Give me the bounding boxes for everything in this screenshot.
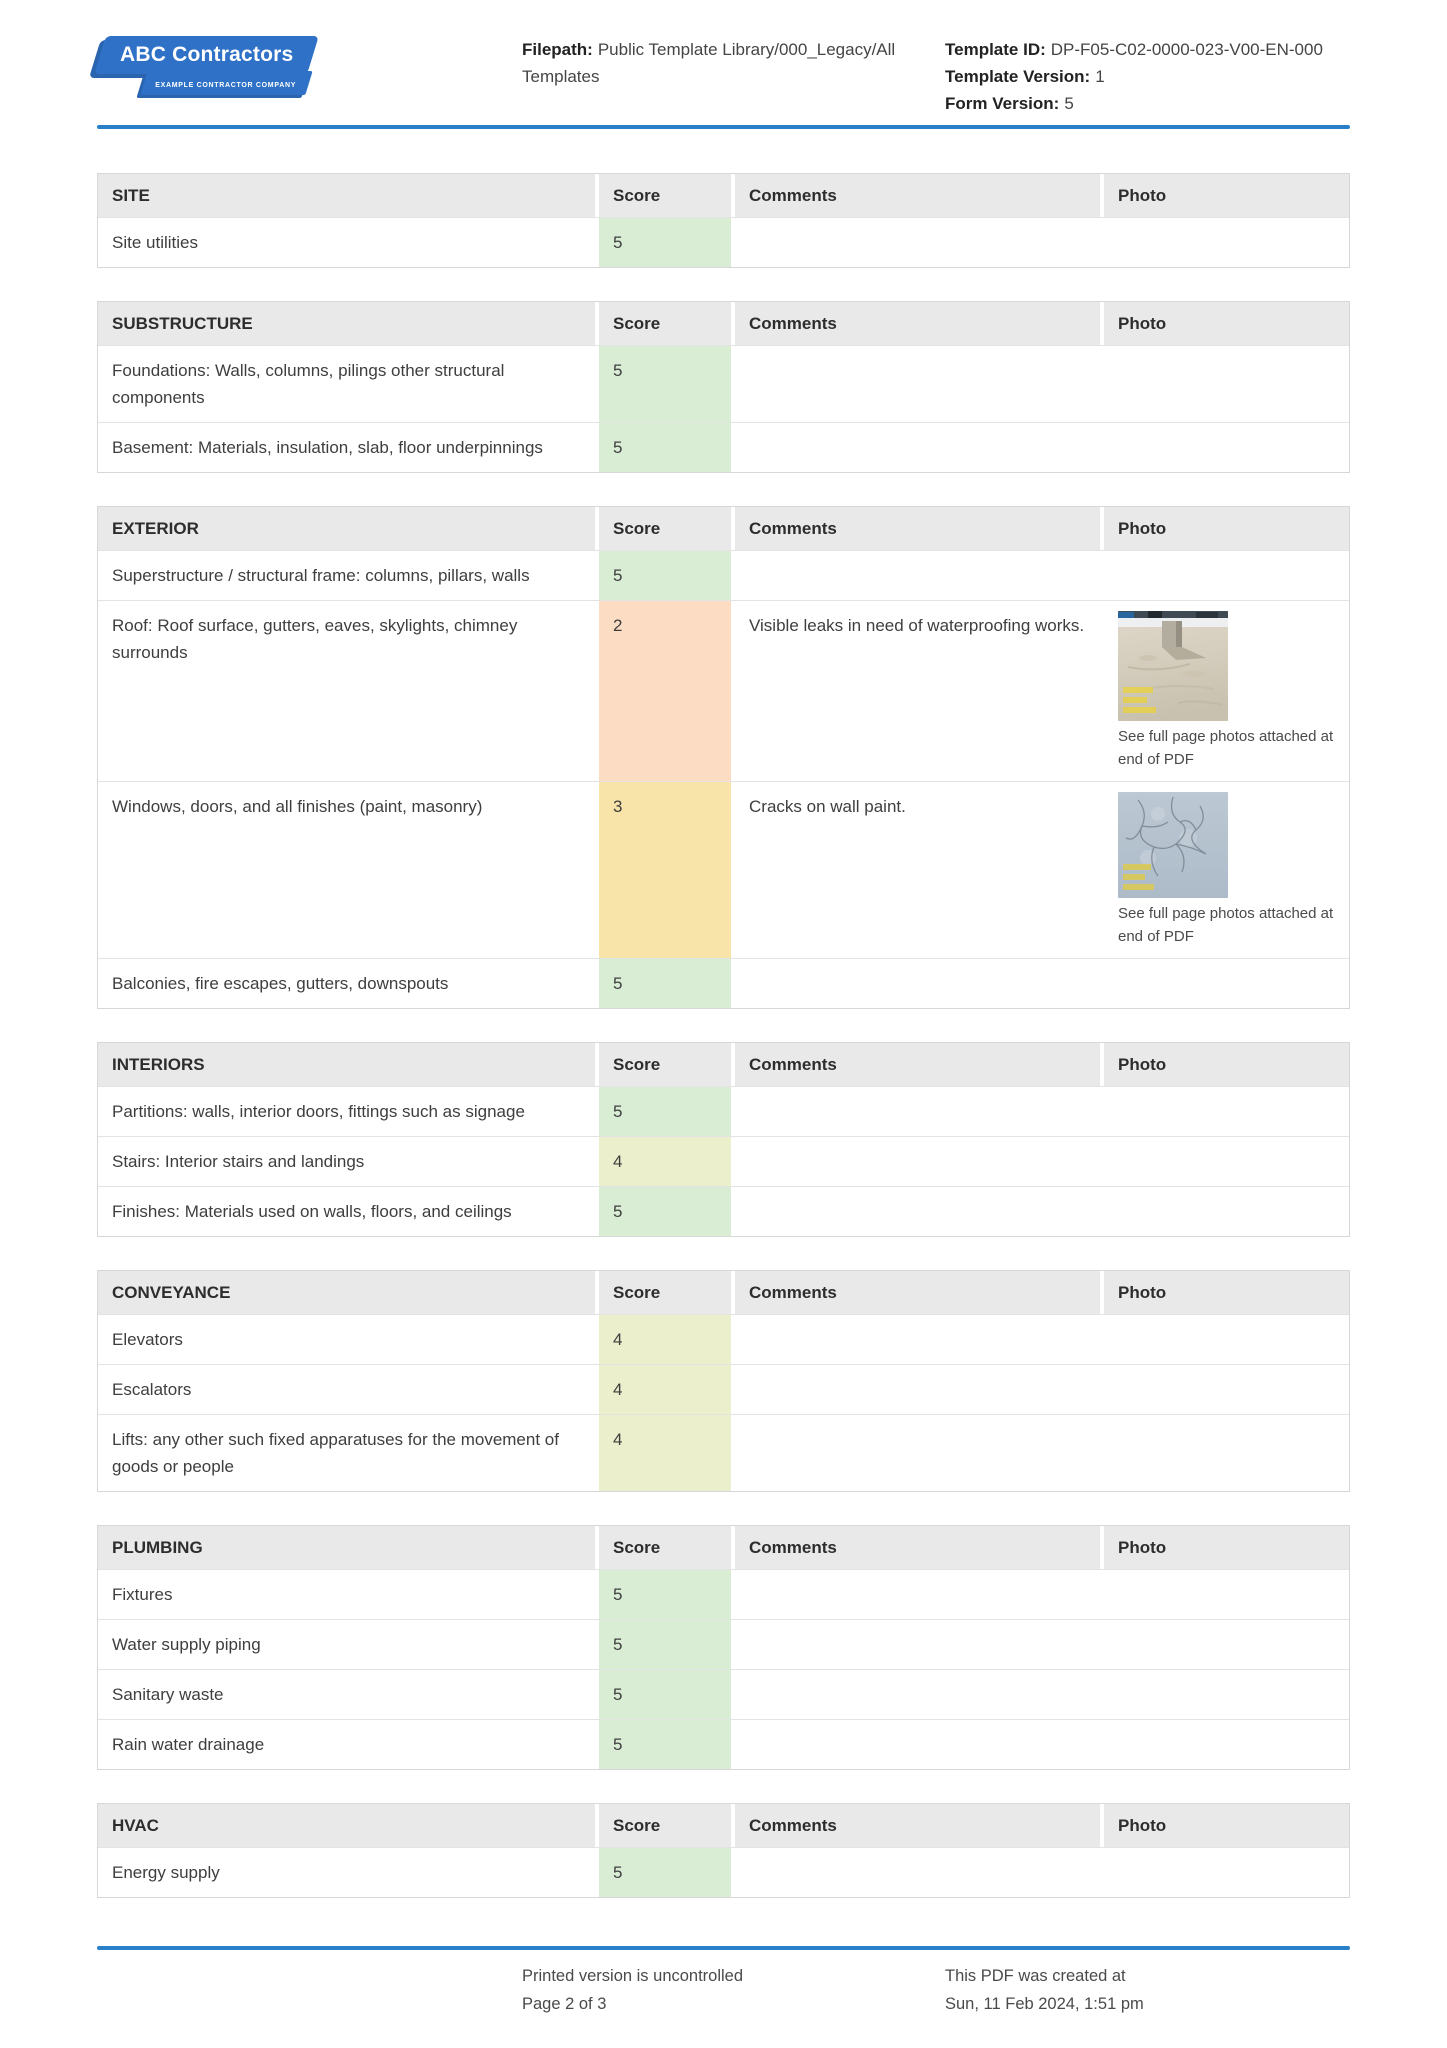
template-version-value: 1 (1095, 67, 1105, 86)
comments-column-header: Comments (735, 302, 1100, 345)
uncontrolled-note: Printed version is uncontrolled (522, 1967, 744, 1985)
section-title: HVAC (98, 1804, 595, 1847)
template-meta (945, 36, 1365, 117)
section-table-hvac (97, 1803, 1350, 1898)
photo-column-header: Photo (1104, 1043, 1349, 1086)
table-row (98, 781, 1349, 958)
photo-cell (1104, 1187, 1349, 1236)
created-at-value: Sun, 11 Feb 2024, 1:51 pm (945, 1995, 1144, 2013)
comments-cell (735, 959, 1100, 1008)
section-title: SITE (98, 174, 595, 217)
footer-right (945, 1962, 1144, 2018)
logo-title: ABC Contractors (120, 43, 294, 66)
filepath-value: Public Template Library/000_Legacy/All Templates (522, 40, 896, 86)
item-cell: Foundations: Walls, columns, pilings other structural components (112, 361, 505, 407)
item-cell: Partitions: walls, interior doors, fittings such as signage (112, 1102, 525, 1121)
table-header-row (98, 1526, 1349, 1569)
table-row (98, 1086, 1349, 1136)
item-cell: Escalators (112, 1380, 192, 1399)
score-cell: 4 (599, 1415, 731, 1491)
logo-subtitle: EXAMPLE CONTRACTOR COMPANY (155, 82, 297, 89)
section-title: CONVEYANCE (98, 1271, 595, 1314)
inspection-tables (97, 173, 1350, 1931)
comments-cell (735, 218, 1100, 267)
comments-column-header: Comments (735, 1271, 1100, 1314)
item-cell: Basement: Materials, insulation, slab, floor underpinnings (112, 438, 543, 457)
photo-cell (1104, 551, 1349, 600)
score-cell: 5 (599, 218, 731, 267)
photo-cell (1104, 1620, 1349, 1669)
score-cell: 5 (599, 1720, 731, 1769)
comments-column-header: Comments (735, 1043, 1100, 1086)
filepath-label: Filepath: (522, 40, 593, 59)
comments-cell (735, 1187, 1100, 1236)
table-row (98, 1136, 1349, 1186)
item-cell: Stairs: Interior stairs and landings (112, 1152, 365, 1171)
logo-banner (94, 36, 319, 74)
section-title: PLUMBING (98, 1526, 595, 1569)
section-title: EXTERIOR (98, 507, 595, 550)
comments-column-header: Comments (735, 1804, 1100, 1847)
score-column-header: Score (599, 1043, 731, 1086)
item-cell: Superstructure / structural frame: columns, pillars, walls (112, 566, 530, 585)
section-table-plumbing (97, 1525, 1350, 1770)
photo-caption: See full page photos attached at end of PDF (1118, 905, 1334, 945)
form-version-value: 5 (1064, 94, 1074, 113)
photo-cell (1104, 346, 1349, 422)
filepath (522, 36, 930, 90)
page-number: Page 2 of 3 (522, 1995, 607, 2013)
table-row (98, 345, 1349, 422)
item-cell: Site utilities (112, 233, 198, 252)
footer-divider (97, 1946, 1350, 1950)
photo-cell (1104, 1670, 1349, 1719)
table-header-row (98, 174, 1349, 217)
score-cell: 5 (599, 1670, 731, 1719)
item-cell: Sanitary waste (112, 1685, 224, 1704)
score-cell: 5 (599, 551, 731, 600)
photo-cell (1104, 782, 1349, 958)
score-cell: 5 (599, 1087, 731, 1136)
template-version-label: Template Version: (945, 67, 1091, 86)
comments-column-header: Comments (735, 174, 1100, 217)
comments-cell (735, 1620, 1100, 1669)
item-cell: Roof: Roof surface, gutters, eaves, skylights, chimney surrounds (112, 616, 518, 662)
score-column-header: Score (599, 302, 731, 345)
score-cell: 5 (599, 1570, 731, 1619)
section-table-conveyance (97, 1270, 1350, 1492)
photo-cell (1104, 1315, 1349, 1364)
template-id-value: DP-F05-C02-0000-023-V00-EN-000 (1050, 40, 1323, 59)
section-table-interiors (97, 1042, 1350, 1237)
footer-left (522, 1962, 743, 2018)
item-cell: Water supply piping (112, 1635, 261, 1654)
photo-column-header: Photo (1104, 507, 1349, 550)
score-cell: 4 (599, 1137, 731, 1186)
created-at-label: This PDF was created at (945, 1967, 1126, 1985)
comments-cell (735, 1137, 1100, 1186)
score-cell: 5 (599, 959, 731, 1008)
template-id-line (945, 36, 1365, 63)
table-row (98, 1669, 1349, 1719)
item-cell: Energy supply (112, 1863, 220, 1882)
score-cell: 5 (599, 1848, 731, 1897)
item-cell: Fixtures (112, 1585, 173, 1604)
comments-cell (735, 1720, 1100, 1769)
item-cell: Windows, doors, and all finishes (paint, masonry) (112, 797, 483, 816)
photo-cell (1104, 1087, 1349, 1136)
score-column-header: Score (599, 1526, 731, 1569)
photo-cell (1104, 1137, 1349, 1186)
table-row (98, 422, 1349, 472)
table-row (98, 1364, 1349, 1414)
photo-cell (1104, 1848, 1349, 1897)
comments-column-header: Comments (735, 1526, 1100, 1569)
section-table-site (97, 173, 1350, 268)
table-row (98, 217, 1349, 267)
logo-ribbon (140, 71, 312, 95)
rooftop-photo (1118, 611, 1228, 721)
table-row (98, 1569, 1349, 1619)
table-row (98, 1414, 1349, 1491)
comments-cell (735, 346, 1100, 422)
table-header-row (98, 1271, 1349, 1314)
score-cell: 4 (599, 1365, 731, 1414)
company-logo (100, 36, 313, 95)
comments-cell (735, 1315, 1100, 1364)
header-divider (97, 125, 1350, 129)
comments-cell (735, 1670, 1100, 1719)
photo-column-header: Photo (1104, 174, 1349, 217)
score-cell: 3 (599, 782, 731, 958)
section-title: SUBSTRUCTURE (98, 302, 595, 345)
score-column-header: Score (599, 1271, 731, 1314)
item-cell: Balconies, fire escapes, gutters, downspouts (112, 974, 449, 993)
item-cell: Rain water drainage (112, 1735, 265, 1754)
photo-cell (1104, 959, 1349, 1008)
score-cell: 4 (599, 1315, 731, 1364)
comments-cell (735, 423, 1100, 472)
photo-caption: See full page photos attached at end of PDF (1118, 728, 1334, 768)
table-row (98, 1619, 1349, 1669)
photo-cell (1104, 1570, 1349, 1619)
table-row (98, 600, 1349, 781)
table-row (98, 1186, 1349, 1236)
comments-cell (735, 1570, 1100, 1619)
score-cell: 5 (599, 423, 731, 472)
table-header-row (98, 302, 1349, 345)
item-cell: Elevators (112, 1330, 183, 1349)
form-version-label: Form Version: (945, 94, 1060, 113)
form-version-line (945, 90, 1365, 117)
table-row (98, 1719, 1349, 1769)
section-table-exterior (97, 506, 1350, 1009)
table-row (98, 1847, 1349, 1897)
photo-cell (1104, 1720, 1349, 1769)
item-cell: Finishes: Materials used on walls, floors, and ceilings (112, 1202, 512, 1221)
section-title: INTERIORS (98, 1043, 595, 1086)
photo-column-header: Photo (1104, 1526, 1349, 1569)
comments-column-header: Comments (735, 507, 1100, 550)
photo-column-header: Photo (1104, 1271, 1349, 1314)
table-header-row (98, 507, 1349, 550)
photo-cell (1104, 1415, 1349, 1491)
comments-cell (735, 1848, 1100, 1897)
comments-cell (735, 1415, 1100, 1491)
template-version-line (945, 63, 1365, 90)
table-header-row (98, 1043, 1349, 1086)
comments-cell (735, 551, 1100, 600)
score-cell: 5 (599, 1187, 731, 1236)
score-cell: 5 (599, 1620, 731, 1669)
comments-cell: Cracks on wall paint. (749, 797, 906, 816)
photo-column-header: Photo (1104, 302, 1349, 345)
photo-cell (1104, 1365, 1349, 1414)
comments-cell (735, 1087, 1100, 1136)
table-row (98, 1314, 1349, 1364)
section-table-substructure (97, 301, 1350, 473)
photo-column-header: Photo (1104, 1804, 1349, 1847)
photo-cell (1104, 601, 1349, 781)
score-column-header: Score (599, 507, 731, 550)
cracked-paint-photo (1118, 792, 1228, 898)
score-column-header: Score (599, 1804, 731, 1847)
table-row (98, 550, 1349, 600)
item-cell: Lifts: any other such fixed apparatuses for the movement of goods or people (112, 1430, 559, 1476)
table-header-row (98, 1804, 1349, 1847)
comments-cell (735, 1365, 1100, 1414)
score-cell: 2 (599, 601, 731, 781)
photo-cell (1104, 218, 1349, 267)
photo-cell (1104, 423, 1349, 472)
table-row (98, 958, 1349, 1008)
score-cell: 5 (599, 346, 731, 422)
comments-cell: Visible leaks in need of waterproofing works. (749, 616, 1085, 635)
score-column-header: Score (599, 174, 731, 217)
template-id-label: Template ID: (945, 40, 1046, 59)
